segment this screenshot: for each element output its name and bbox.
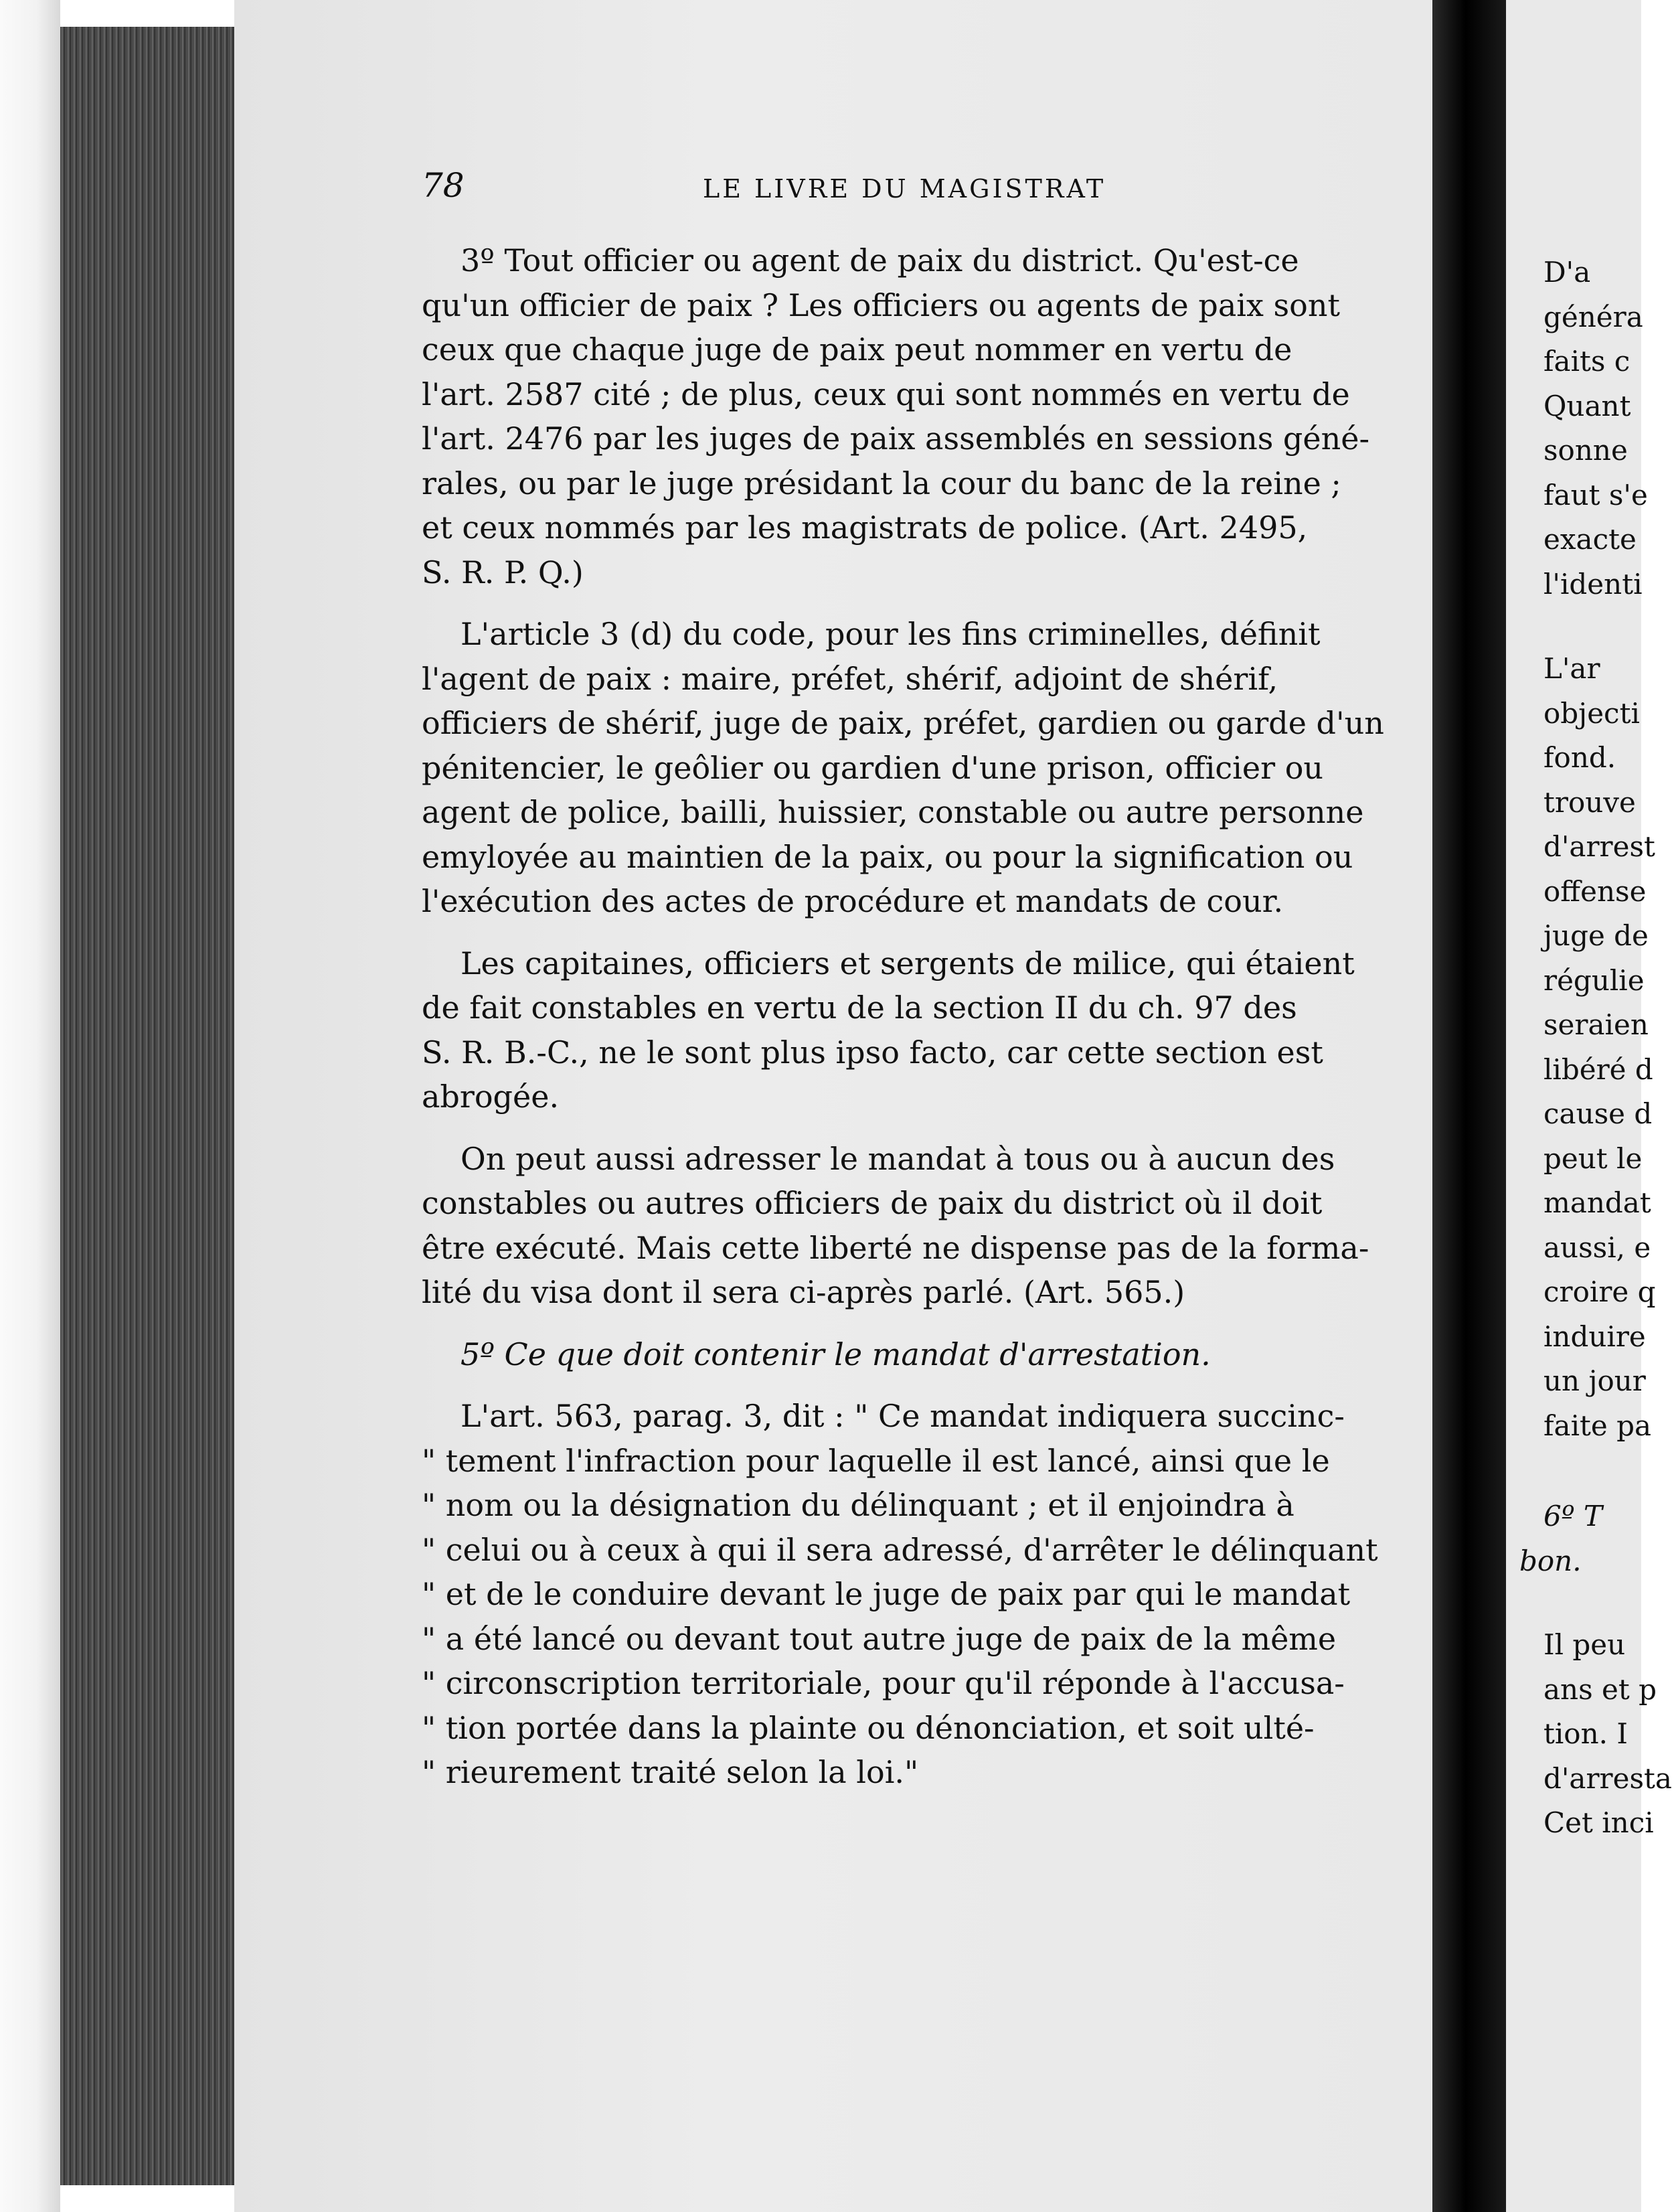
- text-line: cause d: [1543, 1097, 1653, 1130]
- text-line: S. R. B.-C., ne le sont plus ipso facto, car cette section est: [422, 1034, 1323, 1071]
- text-line: fond.: [1543, 741, 1616, 774]
- text-line: généra: [1543, 300, 1643, 333]
- text-line: lité du visa dont il sera ci-après parlé. (Art. 565.): [422, 1274, 1185, 1310]
- text-line: l'art. 2476 par les juges de paix assemblés en sessions géné-: [422, 420, 1369, 457]
- facing-page-text: [1506, 250, 1648, 607]
- text-line: trouve: [1543, 785, 1636, 819]
- text-line: faits c: [1543, 345, 1631, 378]
- text-line: D'a: [1543, 256, 1591, 289]
- text-line: ans et p: [1543, 1672, 1657, 1706]
- text-line: seraien: [1543, 1008, 1649, 1041]
- text-line: un jour: [1543, 1364, 1646, 1397]
- text-line: tion. I: [1543, 1717, 1628, 1750]
- text-line: faut s'e: [1543, 478, 1648, 511]
- text-line: de fait constables en vertu de la section II du ch. 97 des: [422, 990, 1297, 1026]
- gutter-shadow: [1432, 0, 1506, 2212]
- text-line: " rieurement traité selon la loi.": [422, 1754, 919, 1790]
- text-line: 5º Ce que doit contenir le mandat d'arrestation.: [461, 1336, 1211, 1372]
- text-line: Cet inci: [1543, 1806, 1654, 1839]
- text-line: Il peu: [1543, 1628, 1626, 1661]
- text-line: " et de le conduire devant le juge de paix par qui le mandat: [422, 1576, 1351, 1612]
- text-line: " a été lancé ou devant tout autre juge de paix de la même: [422, 1620, 1337, 1657]
- text-line: Quant: [1543, 389, 1631, 422]
- text-line: l'identi: [1543, 567, 1643, 601]
- paragraph: [422, 612, 1399, 924]
- facing-page-text: [1506, 1623, 1672, 1846]
- text-line: l'art. 2587 cité ; de plus, ceux qui sont nommés en vertu de: [422, 376, 1350, 412]
- text-line: On peut aussi adresser le mandat à tous ou à aucun des: [461, 1140, 1335, 1177]
- paragraph: [422, 1394, 1399, 1795]
- running-head: LE LIVRE DU MAGISTRAT: [703, 174, 1106, 204]
- text-line: d'arresta: [1543, 1761, 1672, 1795]
- left-margin: [0, 0, 60, 2212]
- paragraph: [422, 941, 1399, 1119]
- text-line: libéré d: [1543, 1052, 1653, 1086]
- page-header: [422, 166, 1151, 213]
- text-line: Les capitaines, officiers et sergents de milice, qui étaient: [461, 945, 1355, 981]
- page-number: 78: [422, 166, 465, 205]
- facing-page-text: [1506, 1494, 1602, 1583]
- text-line: 6º T: [1543, 1500, 1602, 1532]
- text-line: l'exécution des actes de procédure et mandats de cour.: [422, 883, 1284, 919]
- text-line: être exécuté. Mais cette liberté ne dispense pas de la forma-: [422, 1229, 1369, 1266]
- text-line: exacte: [1543, 523, 1637, 556]
- text-line: L'article 3 (d) du code, pour les fins criminelles, définit: [461, 616, 1321, 652]
- section-heading: [422, 1332, 1399, 1377]
- text-line: croire q: [1543, 1275, 1656, 1308]
- page-edges: [60, 27, 234, 2185]
- text-line: pénitencier, le geôlier ou gardien d'une prison, officier ou: [422, 749, 1324, 786]
- text-line: objecti: [1543, 696, 1640, 730]
- paragraph: [422, 238, 1399, 595]
- text-line: juge de: [1543, 919, 1649, 952]
- text-line: bon.: [1519, 1544, 1582, 1577]
- text-line: faite pa: [1543, 1409, 1652, 1442]
- text-line: et ceux nommés par les magistrats de police. (Art. 2495,: [422, 509, 1308, 546]
- text-line: peut le: [1543, 1141, 1643, 1175]
- text-line: emyloyée au maintien de la paix, ou pour la signification ou: [422, 838, 1353, 875]
- text-line: d'arrest: [1543, 830, 1655, 863]
- text-line: " celui ou à ceux à qui il sera adressé, d'arrêter le délinquant: [422, 1531, 1378, 1568]
- text-line: qu'un officier de paix ? Les officiers ou agents de paix sont: [422, 287, 1340, 323]
- text-line: agent de police, bailli, huissier, constable ou autre personne: [422, 794, 1364, 830]
- text-line: aussi, e: [1543, 1231, 1651, 1264]
- text-line: induire: [1543, 1320, 1646, 1353]
- text-line: ceux que chaque juge de paix peut nommer en vertu de: [422, 331, 1292, 368]
- text-line: " tement l'infraction pour laquelle il est lancé, ainsi que le: [422, 1442, 1330, 1479]
- text-line: rales, ou par le juge présidant la cour du banc de la reine ;: [422, 465, 1341, 501]
- text-line: officiers de shérif, juge de paix, préfet, gardien ou garde d'un: [422, 705, 1384, 741]
- text-line: mandat: [1543, 1186, 1651, 1219]
- text-line: offense: [1543, 874, 1647, 908]
- text-line: S. R. P. Q.): [422, 554, 584, 590]
- text-line: " nom ou la désignation du délinquant ; et il enjoindra à: [422, 1487, 1294, 1523]
- text-line: " circonscription territoriale, pour qu'il réponde à l'accusa-: [422, 1665, 1345, 1701]
- body-text: [422, 238, 1399, 1795]
- text-line: l'agent de paix : maire, préfet, shérif, adjoint de shérif,: [422, 660, 1278, 697]
- text-line: L'ar: [1543, 652, 1600, 685]
- text-line: L'art. 563, parag. 3, dit : " Ce mandat indiquera succinc-: [461, 1398, 1345, 1434]
- text-line: sonne: [1543, 434, 1628, 467]
- text-line: régulie: [1543, 963, 1645, 997]
- facing-page-fragment: [1506, 0, 1672, 2212]
- text-line: abrogée.: [422, 1079, 560, 1115]
- text-line: " tion portée dans la plainte ou dénonciation, et soit ulté-: [422, 1709, 1315, 1746]
- text-line: 3º Tout officier ou agent de paix du district. Qu'est-ce: [461, 242, 1299, 279]
- text-line: constables ou autres officiers de paix du district où il doit: [422, 1185, 1323, 1221]
- facing-page-text: [1506, 647, 1656, 1448]
- paragraph: [422, 1137, 1399, 1315]
